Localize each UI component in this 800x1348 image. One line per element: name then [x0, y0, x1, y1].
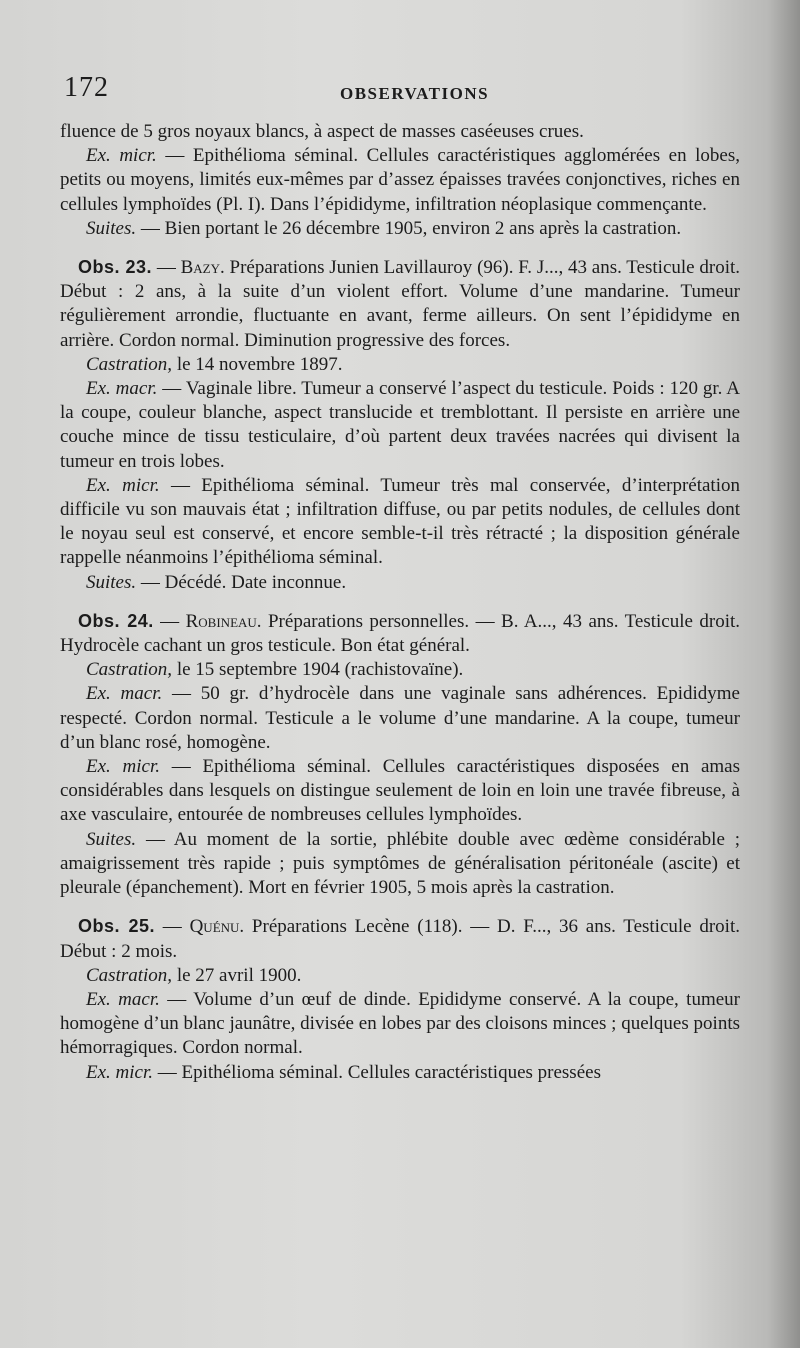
paragraph-text: — 50 gr. d’hydrocèle dans une vaginale sans adhérences. Epididyme respecté. Cordon normal. Testicule a le volume d’une mandarine. A la coupe, tumeur d’un blanc rosé, homogène. — [60, 683, 740, 753]
paragraph-text: le 15 septembre 1904 (rachistovaïne). — [172, 659, 464, 681]
paragraph-text: — Epithélioma séminal. Cellules caractéristiques agglomérées en lobes, petits ou moyens, limités eux-mêmes par d’assez épaisses travées conjonctives, riches en cellules lymphoïdes (Pl. I). Dans l’épididyme, infiltration néoplasique commençante. — [60, 145, 740, 215]
observation-separator: — — [153, 610, 186, 632]
page-number: 172 — [64, 72, 109, 103]
paragraph-text: le 14 novembre 1897. — [172, 353, 343, 375]
paragraph-text: — Epithélioma séminal. Tumeur très mal conservée, d’interprétation difficile vu son mauvais état ; infiltration diffuse, ou par petits nodules, de cellules dont le noyau seul est conservé, et encore semble-t-il très rétracté ; la disposition générale rappelle néanmoins l’épithélioma séminal. — [60, 474, 740, 569]
observation-25-heading — [60, 914, 740, 963]
paragraph-text: — Volume d’un œuf de dinde. Epididyme conservé. A la coupe, tumeur homogène d’un blanc jaunâtre, divisée en lobes par des cloisons minces ; quelques points hémorragiques. Cordon normal. — [60, 988, 740, 1059]
paragraph-continuation — [60, 120, 740, 144]
paragraph-outcome-23 — [60, 571, 740, 595]
observation-23-heading — [60, 255, 740, 353]
observation-label: Obs. 23. — [78, 257, 153, 278]
paragraph-lead: Ex. micr. — [86, 1061, 154, 1083]
page-body — [60, 120, 740, 1085]
observation-text: . Préparations Junien Lavillauroy (96). F. J..., 43 ans. Testicule droit. Début : 2 ans, à la suite d’un violent effort. Volume d’une mandarine. Tumeur régulièrement arrondie, fluctuante en avant, ferme ailleurs. On sent l’épididyme en arrière. Cordon normal. Diminution progressive des forces. — [60, 257, 741, 351]
paragraph-text: — Bien portant le 26 décembre 1905, environ 2 ans après la castration. — [136, 217, 682, 239]
paragraph-text: — Vaginale libre. Tumeur a conservé l’aspect du testicule. Poids : 120 gr. A la coupe, couleur blanche, aspect translucide et tremblottant. Il persiste en arrière une couche mince de tissu testiculaire, d’où partent deux travées nacrées qui divisent la tumeur en trois lobes. — [60, 378, 740, 472]
paragraph-micro-exam-22 — [60, 144, 740, 217]
paragraph-macro-exam-25 — [60, 988, 740, 1061]
paragraph-castration-23 — [60, 353, 740, 377]
page-header — [60, 72, 740, 112]
observation-text: . Préparations Lecène (118). — D. F..., 36 ans. Testicule droit. Début : 2 mois. — [60, 916, 740, 962]
observation-author: Quénu — [189, 916, 240, 938]
paragraph-castration-24 — [60, 658, 740, 682]
observation-label: Obs. 25. — [78, 916, 156, 937]
paragraph-lead: Ex. macr. — [86, 683, 163, 705]
paragraph-macro-exam-23 — [60, 377, 740, 474]
paragraph-outcome-22 — [60, 217, 740, 241]
paragraph-castration-25 — [60, 964, 740, 988]
observation-separator: — — [155, 916, 190, 938]
running-title: OBSERVATIONS — [340, 84, 490, 103]
paragraph-lead: Castration, — [86, 964, 173, 986]
paragraph-text: fluence de 5 gros noyaux blancs, à aspect de masses caséeuses crues. — [60, 121, 584, 142]
observation-label: Obs. 24. — [78, 610, 154, 631]
observation-author: Bazy — [180, 257, 221, 279]
paragraph-text: — Décédé. Date inconnue. — [136, 571, 347, 593]
paragraph-lead: Suites. — [86, 828, 137, 850]
observation-author: Robineau — [185, 610, 257, 632]
paragraph-lead: Suites. — [86, 217, 137, 239]
paragraph-lead: Ex. micr. — [86, 145, 157, 167]
paragraph-micro-exam-23 — [60, 474, 740, 571]
paragraph-macro-exam-24 — [60, 682, 740, 755]
paragraph-text: — Epithélioma séminal. Cellules caractéristiques pressées — [153, 1061, 601, 1083]
paragraph-lead: Ex. macr. — [86, 988, 160, 1010]
paragraph-micro-exam-25 — [60, 1061, 740, 1085]
paragraph-text: — Epithélioma séminal. Cellules caractéristiques disposées en amas considérables dans lesquels on distingue seulement de loin en loin une travée fibreuse, à axe vasculaire, entourée de nombreuses cellules lymphoïdes. — [60, 756, 740, 826]
paragraph-lead: Ex. macr. — [86, 378, 158, 400]
paragraph-lead: Castration, — [86, 353, 173, 375]
paragraph-lead: Suites. — [86, 571, 137, 593]
paragraph-lead: Ex. micr. — [86, 474, 160, 496]
paragraph-lead: Castration, — [86, 659, 173, 681]
paragraph-text: le 27 avril 1900. — [172, 964, 302, 986]
observation-separator: — — [152, 257, 181, 279]
observation-text: . Préparations personnelles. — B. A..., 43 ans. Testicule droit. Hydrocèle cachant un gros testicule. Bon état général. — [60, 610, 741, 657]
observation-24-heading — [60, 609, 740, 658]
paragraph-micro-exam-24 — [60, 755, 740, 828]
paragraph-outcome-24 — [60, 828, 740, 901]
paragraph-text: — Au moment de la sortie, phlébite double avec œdème considérable ; amaigrissement très rapide ; puis symptômes de généralisation péritonéale (ascite) et pleurale (épanchement). Mort en février 1905, 5 mois après la castration. — [60, 828, 740, 899]
paragraph-lead: Ex. micr. — [86, 756, 161, 778]
